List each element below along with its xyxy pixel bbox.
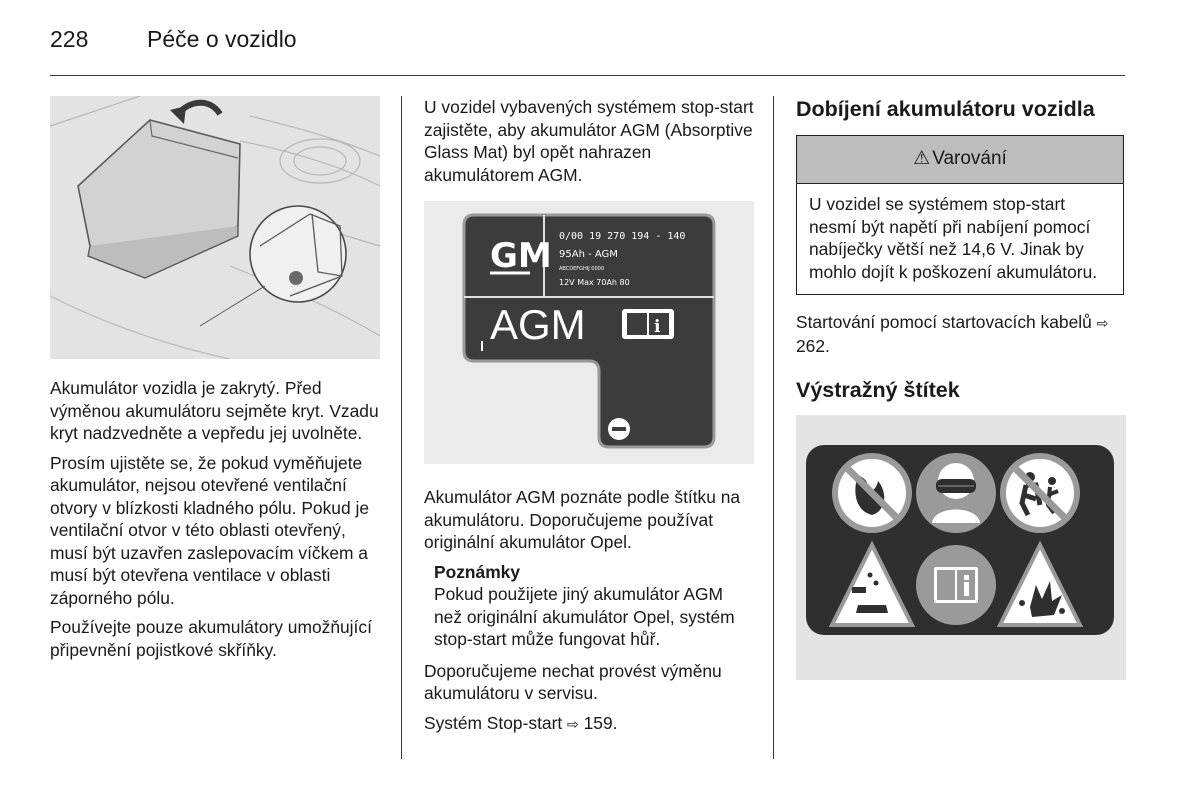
column-left	[50, 96, 380, 668]
paragraph: U vozidel vybavených systémem stop-start zajistěte, aby akumulátor AGM (Absorptive Glass Mat) byl opět nahrazen akumulátorem AGM.	[424, 97, 754, 185]
page-number: 228	[50, 26, 89, 52]
column-divider	[773, 96, 774, 759]
paragraph: Používejte pouze akumulátory umožňující připevnění pojistkové skříňky.	[50, 617, 372, 660]
label-spec-line: 95Ah - AGM	[559, 249, 618, 260]
reference-page: 262.	[796, 335, 830, 356]
reference-text: Startování pomocí startovacích kabelů	[796, 312, 1092, 332]
reference-page: 159.	[578, 712, 618, 733]
paragraph: Prosím ujistěte se, že pokud vyměňujete akumulátor, nejsou otevřené ventilační otvory v blízkosti kladného pólu. Pokud je ventilační otvor v této oblasti otevřený, musí být uzavřen zaslepovacím víčkem a musí být otevřena ventilace v oblasti záporného pólu.	[50, 452, 370, 608]
label-agm-text: AGM	[490, 301, 586, 348]
warning-text: U vozidel se systémem stop-start nesmí být napětí při nabíjení pomocí nabíječky větší než 14,6 V. Jinak by mohlo dojít k poškození akumulátoru.	[809, 194, 1098, 282]
no-fire-icon	[832, 453, 912, 533]
page-header	[50, 26, 297, 56]
warning-box	[796, 135, 1124, 295]
column-right	[796, 96, 1126, 680]
eye-protection-icon	[916, 453, 996, 533]
label-capacity-line: 12V Max 70Ah 80	[559, 278, 630, 287]
page-reference-arrow-icon: ⇨	[1096, 315, 1109, 331]
warning-title: Varování	[932, 148, 1007, 170]
reference-text: Systém Stop-start	[424, 712, 563, 733]
section-heading: Dobíjení akumulátoru vozidla	[796, 97, 1095, 121]
agm-battery-label-illustration	[424, 201, 754, 464]
warning-header	[797, 136, 1123, 184]
svg-text:i: i	[654, 317, 661, 337]
agm-label-figure	[424, 201, 754, 464]
warning-label-illustration	[796, 415, 1126, 680]
label-small-line: ABCDEFGHIJ 0000	[559, 266, 605, 272]
paragraph: Akumulátor AGM poznáte podle štítku na akumulátoru. Doporučujeme používat originální akumulátor Opel.	[424, 487, 741, 552]
read-manual-icon	[916, 545, 996, 625]
cross-reference	[796, 311, 1126, 357]
battery-cover-photo	[50, 96, 380, 359]
warning-triangle-icon: ⚠	[913, 148, 931, 170]
battery-cover-illustration	[50, 96, 380, 359]
header-divider	[50, 75, 1125, 76]
note-block	[434, 561, 754, 651]
paragraph: Doporučujeme nechat provést výměnu akumulátoru v servisu.	[424, 660, 722, 703]
gm-logo-text: GM	[490, 236, 552, 276]
warning-label-figure	[796, 415, 1126, 680]
label-code-line: 0/00 19 270 194 - 140	[559, 231, 686, 242]
note-text: Pokud použijete jiný akumulátor AGM než originální akumulátor Opel, systém stop-start může fungovat hůř.	[434, 584, 735, 649]
page-reference-arrow-icon: ⇨	[567, 715, 579, 732]
note-heading: Poznámky	[434, 561, 521, 582]
section-heading: Výstražný štítek	[796, 378, 960, 402]
column-divider	[401, 96, 402, 759]
cross-reference	[424, 712, 754, 736]
column-middle	[424, 96, 754, 742]
page-title: Péče o vozidlo	[147, 26, 297, 52]
keep-children-away-icon	[1000, 453, 1080, 533]
paragraph: Akumulátor vozidla je zakrytý. Před výměnou akumulátoru sejměte kryt. Vzadu kryt nadzvedněte a vepředu jej uvolněte.	[50, 378, 379, 443]
